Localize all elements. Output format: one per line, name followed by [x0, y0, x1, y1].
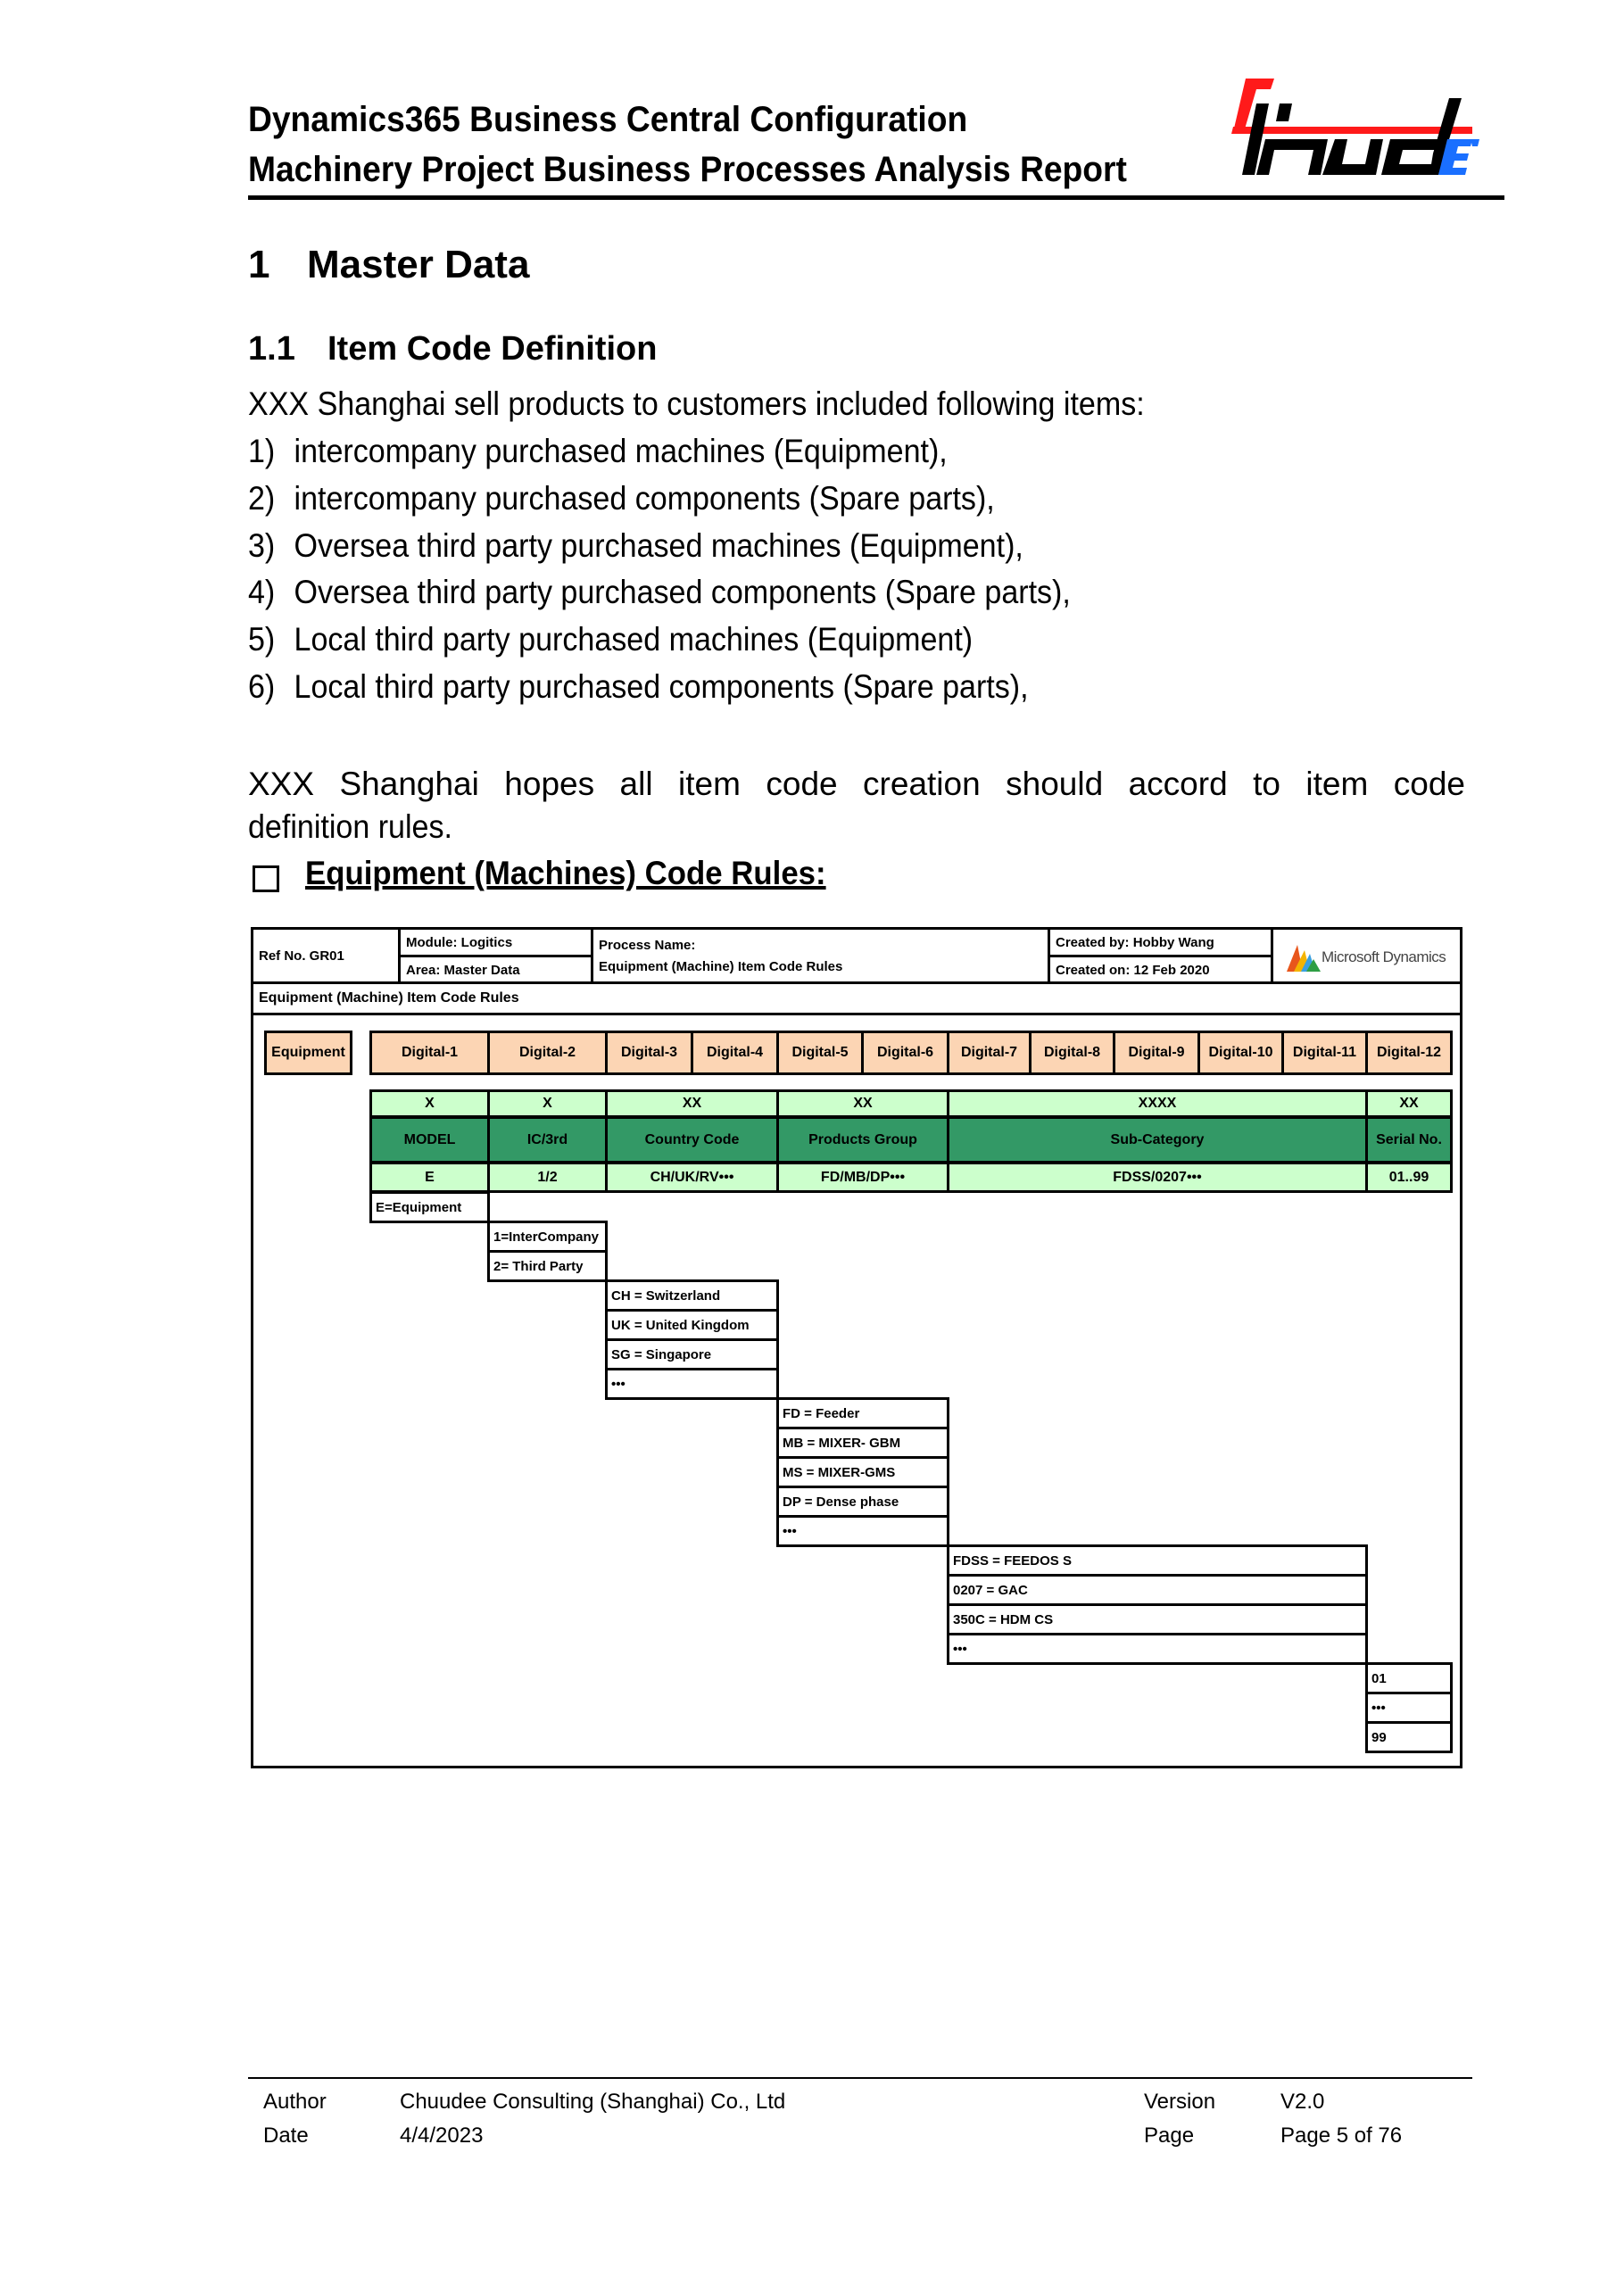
divider: [1271, 927, 1273, 983]
document-title-line-1: Dynamics365 Business Central Configuration: [248, 100, 968, 139]
segment-value-cell: FDSS/0207•••: [947, 1162, 1368, 1193]
legend-entry: UK = United Kingdom: [605, 1309, 779, 1341]
legend-entry: 99: [1365, 1721, 1453, 1753]
segment-pattern-cell: XX: [1365, 1089, 1453, 1118]
section-title: Master Data: [307, 243, 530, 286]
segment-name-cell: Serial No.: [1365, 1116, 1453, 1163]
process-name: Equipment (Machine) Item Code Rules: [599, 958, 843, 974]
chuudee-logo-icon: [1230, 77, 1479, 182]
legend-entry: FD = Feeder: [776, 1397, 949, 1429]
segment-value-cell: CH/UK/RV•••: [605, 1162, 779, 1193]
module-label: Module: Logitics: [406, 934, 513, 950]
legend-entry: MB = MIXER- GBM: [776, 1427, 949, 1459]
checkbox-bullet-icon: [253, 865, 279, 892]
ref-no: Ref No. GR01: [259, 948, 344, 964]
microsoft-dynamics-logo: [1285, 939, 1454, 976]
date-value: 4/4/2023: [400, 2124, 484, 2148]
created-by: Created by: Hobby Wang: [1056, 934, 1214, 950]
equipment-rules-heading: Equipment (Machines) Code Rules:: [305, 855, 826, 891]
author-label: Author: [263, 2090, 327, 2114]
subsection-heading: [248, 330, 657, 368]
microsoft-dynamics-text: Microsoft Dynamics: [1322, 948, 1446, 965]
segment-value-cell: 01..99: [1365, 1162, 1453, 1193]
segment-name-cell: Country Code: [605, 1116, 779, 1163]
digit-cell: Digital-3: [605, 1031, 693, 1075]
created-on: Created on: 12 Feb 2020: [1056, 962, 1210, 978]
section-heading: [248, 243, 529, 287]
legend-entry: •••: [947, 1633, 1368, 1665]
legend-entry: 1=InterCompany: [487, 1221, 608, 1253]
list-item: 4) Oversea third party purchased components (Spare parts),: [248, 574, 1071, 610]
process-name-label: Process Name:: [599, 937, 696, 953]
legend-entry: 01: [1365, 1662, 1453, 1694]
list-item: 5) Local third party purchased machines (Equipment): [248, 621, 974, 658]
digit-cell: Digital-10: [1197, 1031, 1284, 1075]
legend-entry: •••: [605, 1368, 779, 1400]
digit-cell: Digital-6: [861, 1031, 949, 1075]
legend-entry: 350C = HDM CS: [947, 1603, 1368, 1635]
list-item: 2) intercompany purchased components (Spare parts),: [248, 480, 995, 517]
legend-entry: DP = Dense phase: [776, 1486, 949, 1518]
footer-rule: [248, 2077, 1472, 2079]
segment-name-cell: Sub-Category: [947, 1116, 1368, 1163]
list-item: 6) Local third party purchased components (Spare parts),: [248, 668, 1029, 705]
segment-name-cell: Products Group: [776, 1116, 949, 1163]
digit-cell: Digital-12: [1365, 1031, 1453, 1075]
page-label: Page: [1144, 2124, 1195, 2148]
microsoft-dynamics-icon: [1285, 941, 1321, 973]
digit-cell: Digital-4: [691, 1031, 779, 1075]
segment-value-cell: E: [369, 1162, 490, 1193]
segment-pattern-cell: XXXX: [947, 1089, 1368, 1118]
legend-entry: E=Equipment: [369, 1191, 490, 1223]
subsection-number: 1.1: [248, 330, 295, 368]
digit-cell: Digital-5: [776, 1031, 864, 1075]
segment-value-cell: 1/2: [487, 1162, 608, 1193]
legend-entry: CH = Switzerland: [605, 1279, 779, 1312]
digit-cell: Digital-7: [947, 1031, 1032, 1075]
segment-name-cell: MODEL: [369, 1116, 490, 1163]
segment-name-cell: IC/3rd: [487, 1116, 608, 1163]
section-number: 1: [248, 243, 270, 286]
list-item: 3) Oversea third party purchased machines (Equipment),: [248, 527, 1023, 564]
segment-value-cell: FD/MB/DP•••: [776, 1162, 949, 1193]
date-label: Date: [263, 2124, 309, 2148]
chuudee-logo: [1230, 77, 1479, 182]
rules-paragraph-line-1: XXX Shanghai hopes all item code creation should accord to item code: [248, 766, 1465, 802]
legend-entry: •••: [1365, 1692, 1453, 1724]
digit-cell: Digital-9: [1113, 1031, 1200, 1075]
equipment-label-cell: Equipment: [264, 1031, 352, 1075]
segment-pattern-cell: XX: [605, 1089, 779, 1118]
segment-pattern-cell: X: [487, 1089, 608, 1118]
version-value: V2.0: [1280, 2090, 1325, 2114]
legend-entry: •••: [776, 1515, 949, 1547]
legend-entry: SG = Singapore: [605, 1338, 779, 1370]
version-label: Version: [1144, 2090, 1216, 2114]
digit-cell: Digital-11: [1281, 1031, 1368, 1075]
legend-entry: FDSS = FEEDOS S: [947, 1544, 1368, 1577]
segment-pattern-cell: X: [369, 1089, 490, 1118]
digit-cell: Digital-1: [369, 1031, 490, 1075]
author-value: Chuudee Consulting (Shanghai) Co., Ltd: [400, 2090, 786, 2114]
intro-text: XXX Shanghai sell products to customers included following items:: [248, 385, 1145, 422]
diagram-title: Equipment (Machine) Item Code Rules: [259, 990, 519, 1006]
rules-paragraph-line-2: definition rules.: [248, 808, 452, 845]
area-label: Area: Master Data: [406, 962, 520, 978]
legend-entry: 2= Third Party: [487, 1250, 608, 1282]
legend-entry: MS = MIXER-GMS: [776, 1456, 949, 1488]
document-title-line-2: Machinery Project Business Processes Analysis Report: [248, 150, 1127, 189]
divider: [251, 1013, 1462, 1015]
list-item: 1) intercompany purchased machines (Equipment),: [248, 433, 948, 469]
segment-pattern-cell: XX: [776, 1089, 949, 1118]
digit-cell: Digital-8: [1029, 1031, 1115, 1075]
header-rule: [248, 195, 1504, 200]
page-value: Page 5 of 76: [1280, 2124, 1403, 2148]
legend-entry: 0207 = GAC: [947, 1574, 1368, 1606]
subsection-title: Item Code Definition: [327, 330, 658, 368]
digit-cell: Digital-2: [487, 1031, 608, 1075]
